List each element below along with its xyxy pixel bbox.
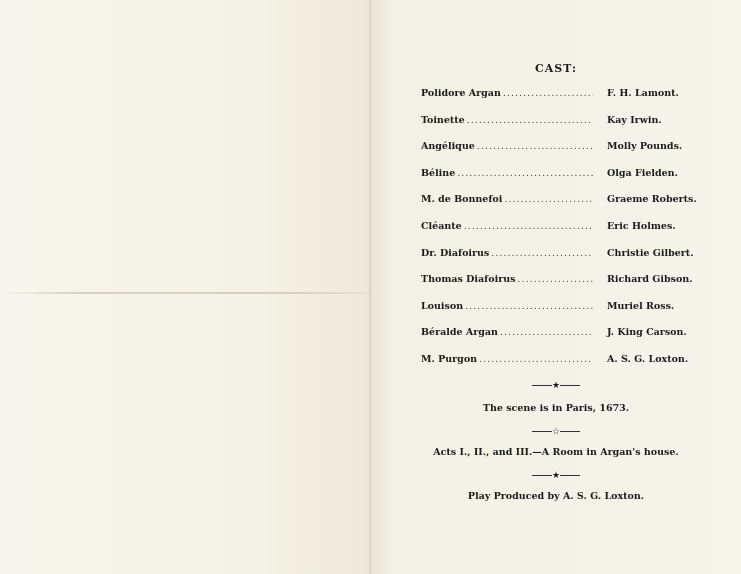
cast-role: Thomas Diafoirus . . . bbox=[421, 274, 593, 285]
cast-actor: F. H. Lamont. bbox=[607, 88, 679, 99]
cast-actor: Muriel Ross. bbox=[607, 300, 675, 312]
cast-actor: Eric Holmes. bbox=[607, 220, 676, 232]
cast-role: Polidore Argan . . . bbox=[421, 88, 593, 99]
producer-note: Play Produced by A. S. G. Loxton. bbox=[467, 491, 645, 502]
cast-actor: Molly Pounds. bbox=[607, 141, 683, 153]
cast-actor: Graeme Roberts. bbox=[607, 194, 697, 206]
cast-actor: A. S. G. Loxton. bbox=[607, 353, 689, 365]
cast-row bbox=[421, 168, 701, 195]
divider-line bbox=[560, 431, 580, 432]
cast-row bbox=[421, 248, 701, 275]
divider-line bbox=[560, 385, 580, 386]
cast-row bbox=[421, 88, 701, 115]
cast-actor: Olga Fielden. bbox=[607, 167, 678, 179]
cast-role: Louison . . . bbox=[421, 301, 593, 312]
cast-role: Cléante . . . bbox=[421, 221, 593, 232]
divider-line bbox=[532, 385, 552, 386]
cast-actor: J. King Carson. bbox=[607, 327, 687, 339]
cast-row bbox=[421, 354, 701, 381]
divider-line bbox=[532, 431, 552, 432]
cast-actor: Richard Gibson. bbox=[607, 274, 693, 286]
cast-role: Dr. Diafoirus . . . bbox=[421, 248, 593, 259]
acts-note: Acts I., II., and III.—A Room in Argan's house. bbox=[433, 447, 679, 458]
cast-row bbox=[421, 274, 701, 301]
cast-role: Angélique . . . bbox=[421, 141, 593, 152]
left-page-blank bbox=[0, 0, 370, 574]
filled-star-icon: ★ bbox=[551, 381, 561, 391]
star-divider bbox=[371, 471, 741, 481]
cast-heading: CAST: bbox=[534, 62, 578, 75]
cast-row bbox=[421, 221, 701, 248]
cast-row bbox=[421, 327, 701, 354]
scene-note: The scene is in Paris, 1673. bbox=[482, 403, 630, 414]
star-divider bbox=[371, 427, 741, 437]
cast-actor: Christie Gilbert. bbox=[607, 247, 694, 259]
cast-row bbox=[421, 115, 701, 142]
cast-row bbox=[421, 301, 701, 328]
divider-line bbox=[532, 475, 552, 476]
cast-role: Béralde Argan . . . bbox=[421, 327, 593, 338]
cast-actor: Kay Irwin. bbox=[607, 114, 662, 126]
cast-row bbox=[421, 194, 701, 221]
cast-role: M. de Bonnefoi . . . bbox=[421, 194, 593, 205]
cast-role: Béline . . . bbox=[421, 168, 593, 179]
star-divider bbox=[371, 381, 741, 391]
cast-role: Toinette . . . bbox=[421, 115, 593, 126]
cast-list bbox=[421, 88, 701, 381]
filled-star-icon: ★ bbox=[551, 471, 561, 481]
cast-row bbox=[421, 141, 701, 168]
paper-crease bbox=[0, 292, 370, 294]
cast-role: M. Purgon . . . bbox=[421, 354, 593, 365]
open-star-icon: ☆ bbox=[551, 427, 561, 437]
divider-line bbox=[560, 475, 580, 476]
